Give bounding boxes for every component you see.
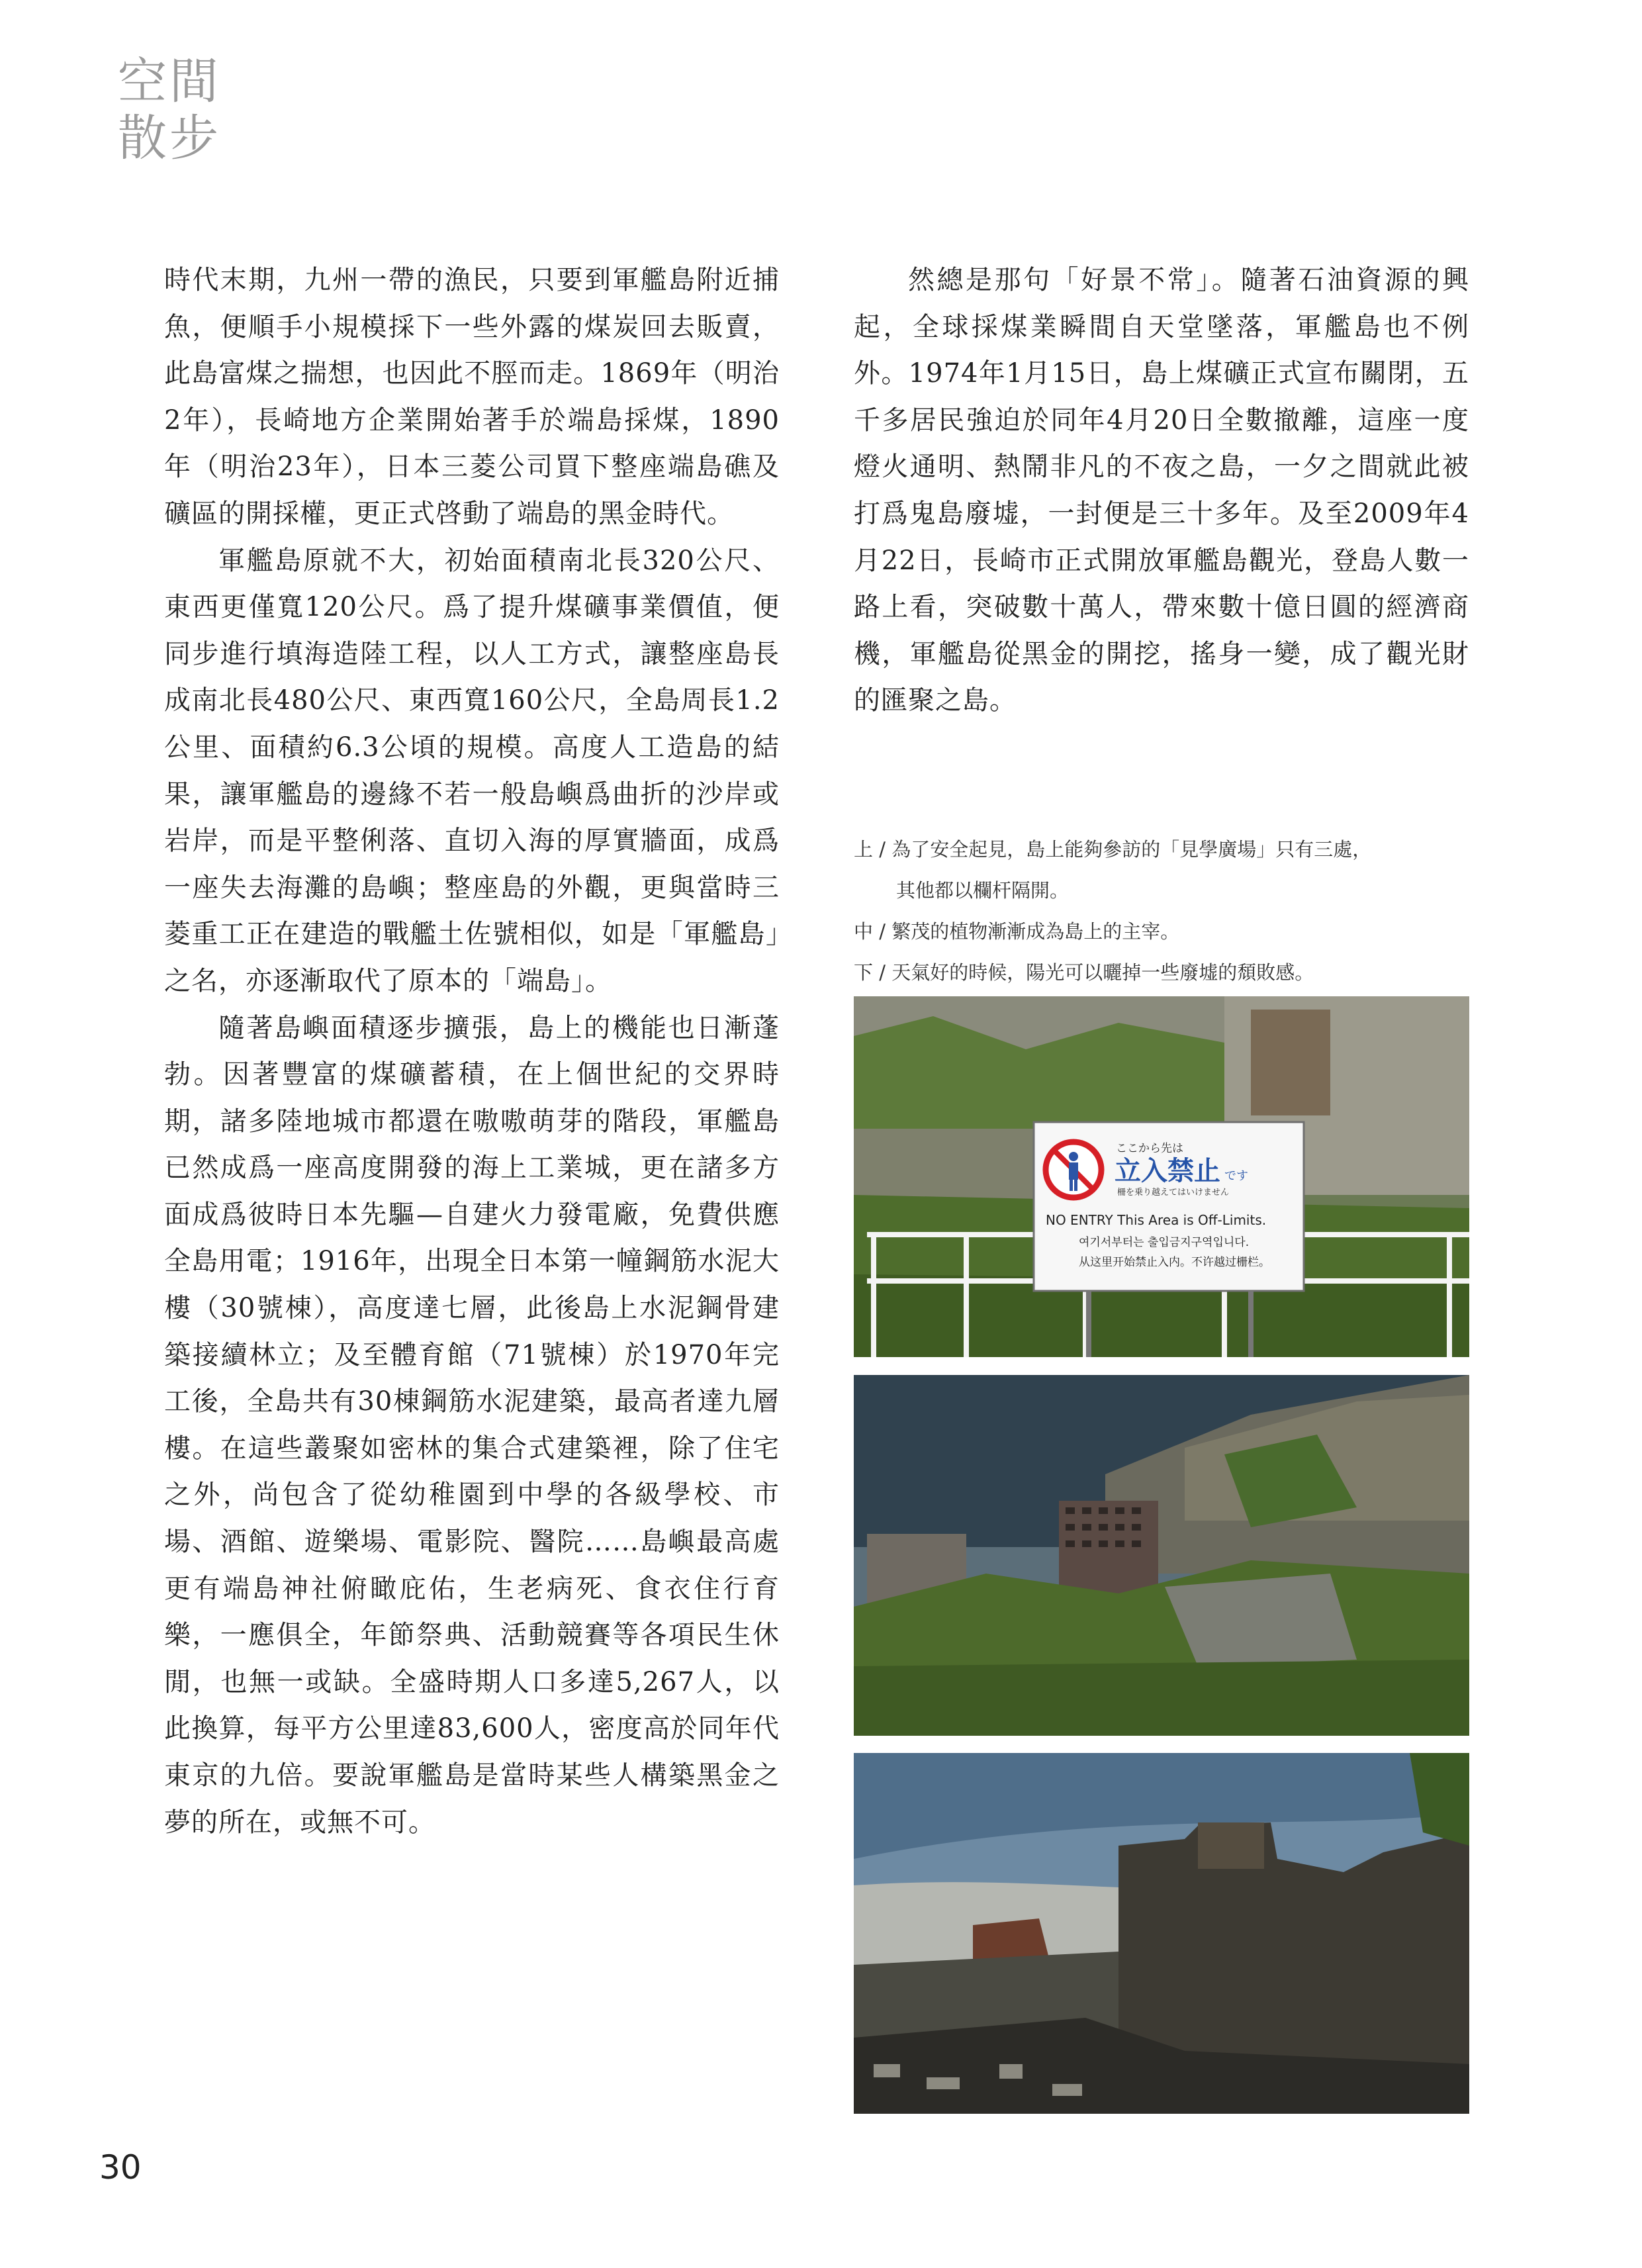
- caption-bottom: 下 / 天氣好的時候，陽光可以曬掉一些廢墟的頹敗感。: [854, 961, 1314, 984]
- sign-japanese-sub: 柵を乗り越えてはいけません: [1117, 1188, 1230, 1198]
- caption-middle: 中 / 繁茂的植物漸漸成為島上的主宰。: [854, 920, 1180, 943]
- section-title-line2: 散步: [118, 110, 221, 167]
- page-number: 30: [99, 2148, 142, 2187]
- sign-english: NO ENTRY This Area is Off-Limits.: [1046, 1212, 1267, 1228]
- sign-japanese-title: 立入禁止: [1115, 1156, 1220, 1186]
- right-column: [854, 257, 1469, 724]
- caption-top: 上 / 為了安全起見，島上能夠參訪的「見學廣場」只有三處，: [854, 838, 1372, 861]
- caption-top-continued: 其他都以欄杆隔開。: [896, 879, 1070, 902]
- body-paragraph: 然總是那句「好景不常」。隨著石油資源的興起，全球採煤業瞬間自天堂墜落，軍艦島也不例外。1974年1月15日，島上煤礦正式宣布關閉，五千多居民強迫於同年4月20日全數撤離，這座一度燈火通明、熱鬧非凡的不夜之島，一夕之間就此被打爲鬼島廢墟，一封便是三十多年。及至2009年4月22日，長崎市正式開放軍艦島觀光，登島人數一路上看，突破數十萬人，帶來數十億日圓的經濟商機，軍艦島從黑金的開挖，搖身一變，成了觀光財的匯聚之島。: [854, 265, 1469, 716]
- body-paragraph: 時代末期，九州一帶的漁民，只要到軍艦島附近捕魚，便順手小規模採下一些外露的煤炭回去販賣，此島富煤之揣想，也因此不脛而走。1869年（明治2年），長崎地方企業開始著手於端島採煤，1890年（明治23年），日本三菱公司買下整座端島礁及礦區的開採權，更正式啓動了端島的黑金時代。: [164, 265, 780, 529]
- photo-captions: [854, 829, 1489, 993]
- photo-ruins-sunlight: [854, 1753, 1469, 2114]
- body-paragraph: 隨著島嶼面積逐步擴張，島上的機能也日漸蓬勃。因著豐富的煤礦蓄積，在上個世紀的交界時期，諸多陸地城市都還在嗷嗷萌芽的階段，軍艦島已然成爲一座高度開發的海上工業城，更在諸多方面成爲彼時日本先驅—自建火力發電廠，免費供應全島用電；1916年，出現全日本第一幢鋼筋水泥大樓（30號棟），高度達七層，此後島上水泥鋼骨建築接續林立；及至體育館（71號棟）於1970年完工後，全島共有30棟鋼筋水泥建築，最高者達九層樓。在這些叢聚如密林的集合式建築裡，除了住宅之外，尚包含了從幼稚園到中學的各級學校、市場、酒館、遊樂場、電影院、醫院……島嶼最高處更有端島神社俯瞰庇佑，生老病死、食衣住行育樂，一應俱全，年節祭典、活動競賽等各項民生休閒，也無一或缺。全盛時期人口多達5,267人，以此換算，每平方公里達83,600人，密度高於同年代東京的九倍。要說軍艦島是當時某些人構築黑金之夢的所在，或無不可。: [164, 1012, 780, 1838]
- sign-korean: 여기서부터는 출입금지구역입니다.: [1079, 1236, 1250, 1249]
- body-paragraph: 軍艦島原就不大，初始面積南北長320公尺、東西更僅寬120公尺。爲了提升煤礦事業價值，便同步進行填海造陸工程，以人工方式，讓整座島長成南北長480公尺、東西寬160公尺，全島周長1.2公里、面積約6.3公頃的規模。高度人工造島的結果，讓軍艦島的邊緣不若一般島嶼爲曲折的沙岸或岩岸，而是平整俐落、直切入海的厚實牆面，成爲一座失去海灘的島嶼；整座島的外觀，更與當時三菱重工正在建造的戰艦土佐號相似，如是「軍艦島」之名，亦逐漸取代了原本的「端島」。: [164, 545, 780, 996]
- left-column: [164, 257, 780, 1846]
- photo-no-entry-sign: [854, 996, 1469, 1357]
- sign-chinese: 从这里开始禁止入内。不许越过栅栏。: [1079, 1256, 1270, 1269]
- section-title-line1: 空間: [118, 53, 221, 110]
- sign-japanese-desu: です: [1224, 1169, 1248, 1183]
- section-title: [118, 53, 263, 167]
- sign-japanese-small: ここから先は: [1116, 1142, 1183, 1155]
- photo-overgrown-ruins: [854, 1375, 1469, 1736]
